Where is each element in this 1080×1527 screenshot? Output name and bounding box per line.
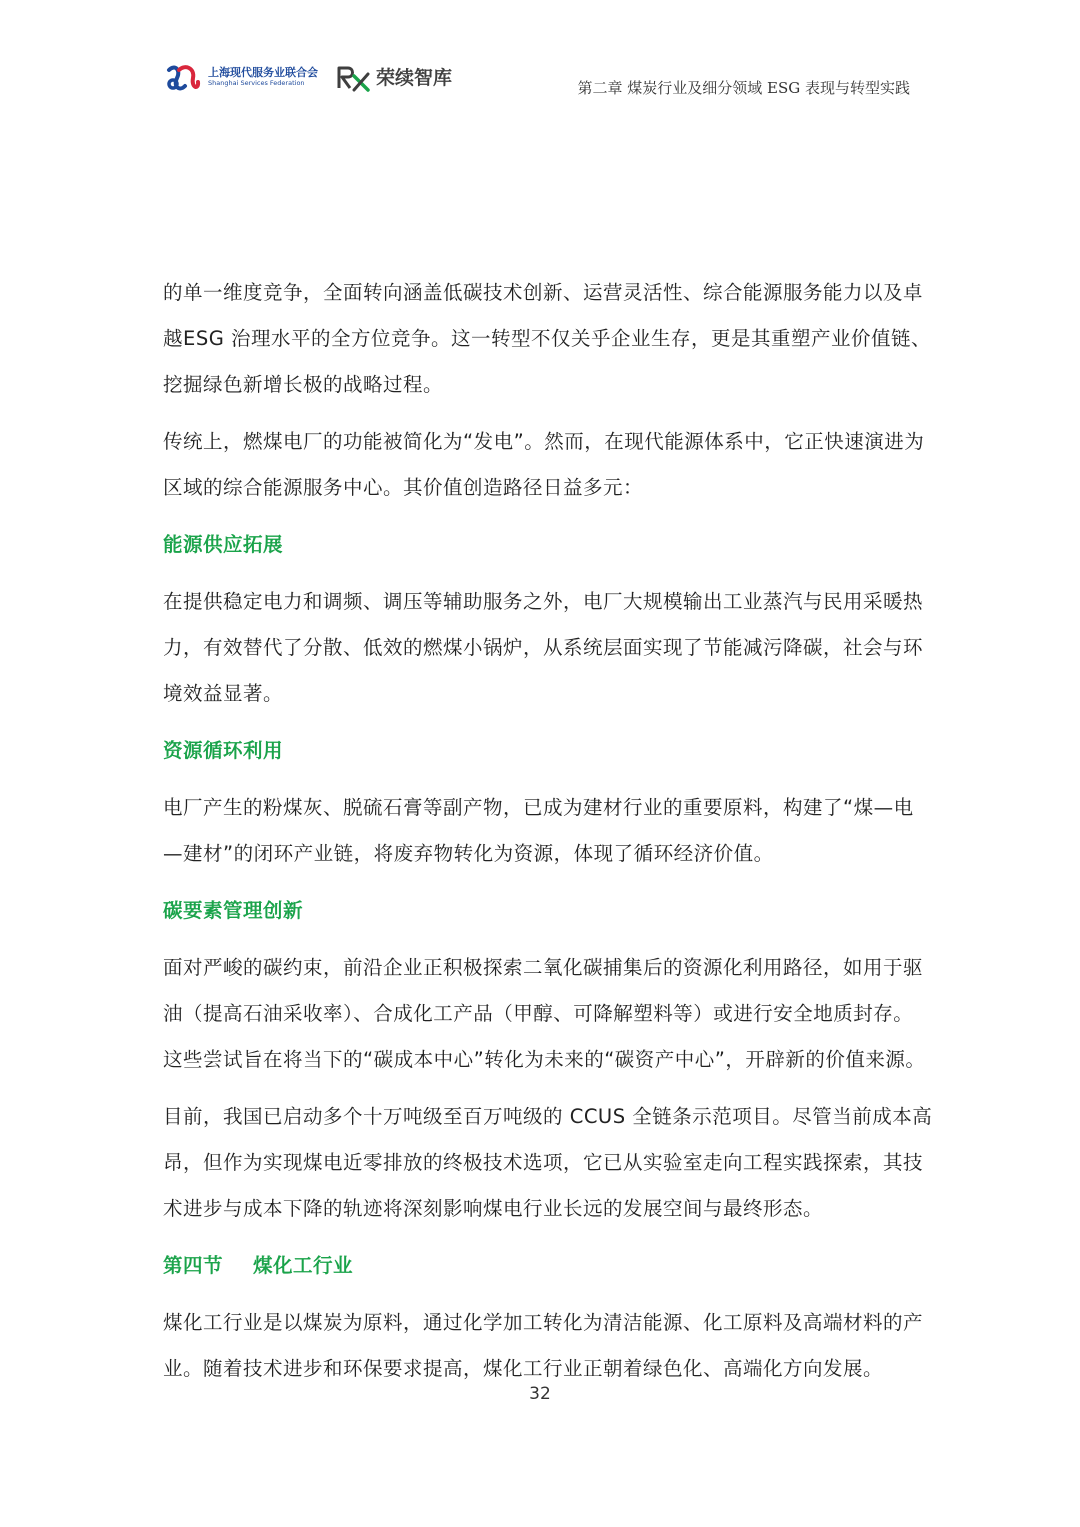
federation-name-cn: 上海现代服务业联合会 [208, 66, 318, 79]
paragraph: 的单一维度竞争，全面转向涵盖低碳技术创新、运营灵活性、综合能源服务能力以及卓越ESG 治理水平的全方位竞争。这一转型不仅关乎企业生存，更是其重塑产业价值链、挖掘绿色新增长极的战略过程。 [163, 281, 932, 396]
page-number: 32 [529, 1384, 551, 1404]
federation-name [208, 66, 318, 88]
paragraph: 在提供稳定电力和调频、调压等辅助服务之外，电厂大规模输出工业蒸汽与民用采暖热力，有效替代了分散、低效的燃煤小锅炉，从系统层面实现了节能减污降碳，社会与环境效益显著。 [163, 590, 924, 705]
section-title: 煤化工行业 [253, 1254, 354, 1277]
subheading-energy-supply: 能源供应拓展 [163, 533, 284, 556]
chapter-title: 第二章 煤炭行业及细分领域 ESG 表现与转型实践 [577, 79, 910, 97]
subheading-carbon-management: 碳要素管理创新 [163, 899, 304, 922]
section-number: 第四节 [163, 1254, 224, 1277]
paragraph: 传统上，燃煤电厂的功能被简化为“发电”。然而，在现代能源体系中，它正快速演进为区域的综合能源服务中心。其价值创造路径日益多元： [163, 430, 925, 499]
paragraph: 煤化工行业是以煤炭为原料，通过化学加工转化为清洁能源、化工原料及高端材料的产业。随着技术进步和环保要求提高，煤化工行业正朝着绿色化、高端化方向发展。 [163, 1311, 924, 1380]
subheading-resource-recycling: 资源循环利用 [163, 739, 284, 762]
paragraph: 面对严峻的碳约束，前沿企业正积极探索二氧化碳捕集后的资源化利用路径，如用于驱油（提高石油采收率）、合成化工产品（甲醇、可降解塑料等）或进行安全地质封存。这些尝试旨在将当下的“碳成本中心”转化为未来的“碳资产中心”，开辟新的价值来源。 [163, 956, 926, 1071]
page-content [163, 270, 933, 1403]
paragraph: 电厂产生的粉煤灰、脱硫石膏等副产物，已成为建材行业的重要原料，构建了“煤—电—建材”的闭环产业链，将废弃物转化为资源，体现了循环经济价值。 [163, 796, 914, 865]
section-heading [163, 1243, 933, 1289]
paragraph: 目前，我国已启动多个十万吨级至百万吨级的 CCUS 全链条示范项目。尽管当前成本高昂，但作为实现煤电近零排放的终极技术选项，它已从实验室走向工程实践探索，其技术进步与成本下降的轨迹将深刻影响煤电行业长远的发展空间与最终形态。 [163, 1105, 933, 1220]
rx-logo [336, 64, 372, 92]
shanghai-services-federation-logo [165, 62, 201, 94]
brand-name: 荣续智库 [376, 67, 453, 89]
federation-name-en: Shanghai Services Federation [208, 79, 305, 87]
page-header [0, 0, 1080, 120]
